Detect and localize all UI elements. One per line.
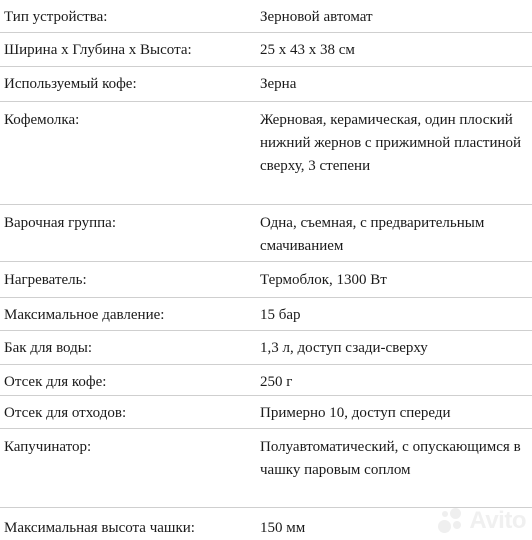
spec-label: Бак для воды: bbox=[4, 340, 93, 356]
spec-label: Используемый кофе: bbox=[4, 76, 137, 92]
spec-value: Зерна bbox=[260, 76, 297, 92]
spec-row-dimensions bbox=[0, 33, 532, 67]
spec-label: Нагреватель: bbox=[4, 272, 87, 288]
spec-label: Капучинатор: bbox=[4, 439, 92, 455]
spec-label: Ширина х Глубина х Высота: bbox=[4, 42, 192, 58]
spec-row-heater bbox=[0, 262, 532, 298]
spec-row-frother bbox=[0, 429, 532, 508]
spec-label: Варочная группа: bbox=[4, 215, 116, 231]
spec-row-coffee-type bbox=[0, 67, 532, 102]
spec-value: 15 бар bbox=[260, 307, 301, 323]
spec-row-water-tank bbox=[0, 331, 532, 365]
spec-value: Жерновая, керамическая, один плоский нижний жернов с прижимной пластиной сверху, 3 степени bbox=[260, 112, 522, 174]
spec-value: Зерновой автомат bbox=[260, 9, 373, 25]
spec-value: Примерно 10, доступ спереди bbox=[260, 405, 451, 421]
spec-value: 25 х 43 х 38 см bbox=[260, 42, 355, 58]
spec-row-brew-group bbox=[0, 205, 532, 262]
spec-value: 150 мм bbox=[260, 520, 306, 536]
spec-row-device-type bbox=[0, 0, 532, 33]
spec-label: Кофемолка: bbox=[4, 112, 80, 128]
spec-label: Максимальная высота чашки: bbox=[4, 520, 195, 536]
spec-row-coffee-bin bbox=[0, 365, 532, 396]
spec-value: Термоблок, 1300 Вт bbox=[260, 272, 387, 288]
spec-label: Тип устройства: bbox=[4, 9, 108, 25]
spec-value: 250 г bbox=[260, 374, 293, 390]
spec-value: 1,3 л, доступ сзади-сверху bbox=[260, 340, 428, 356]
watermark-text: Avito bbox=[469, 507, 526, 534]
spec-label: Отсек для кофе: bbox=[4, 374, 107, 390]
spec-label: Отсек для отходов: bbox=[4, 405, 127, 421]
spec-row-waste-bin bbox=[0, 396, 532, 429]
spec-row-grinder bbox=[0, 102, 532, 205]
avito-watermark bbox=[436, 506, 526, 536]
spec-value: Полуавтоматический, с опускающимся в чашку паровым соплом bbox=[260, 439, 521, 478]
spec-row-max-pressure bbox=[0, 298, 532, 331]
avito-logo-icon bbox=[436, 506, 466, 536]
spec-value: Одна, съемная, с предварительным смачиванием bbox=[260, 215, 485, 254]
spec-label: Максимальное давление: bbox=[4, 307, 165, 323]
